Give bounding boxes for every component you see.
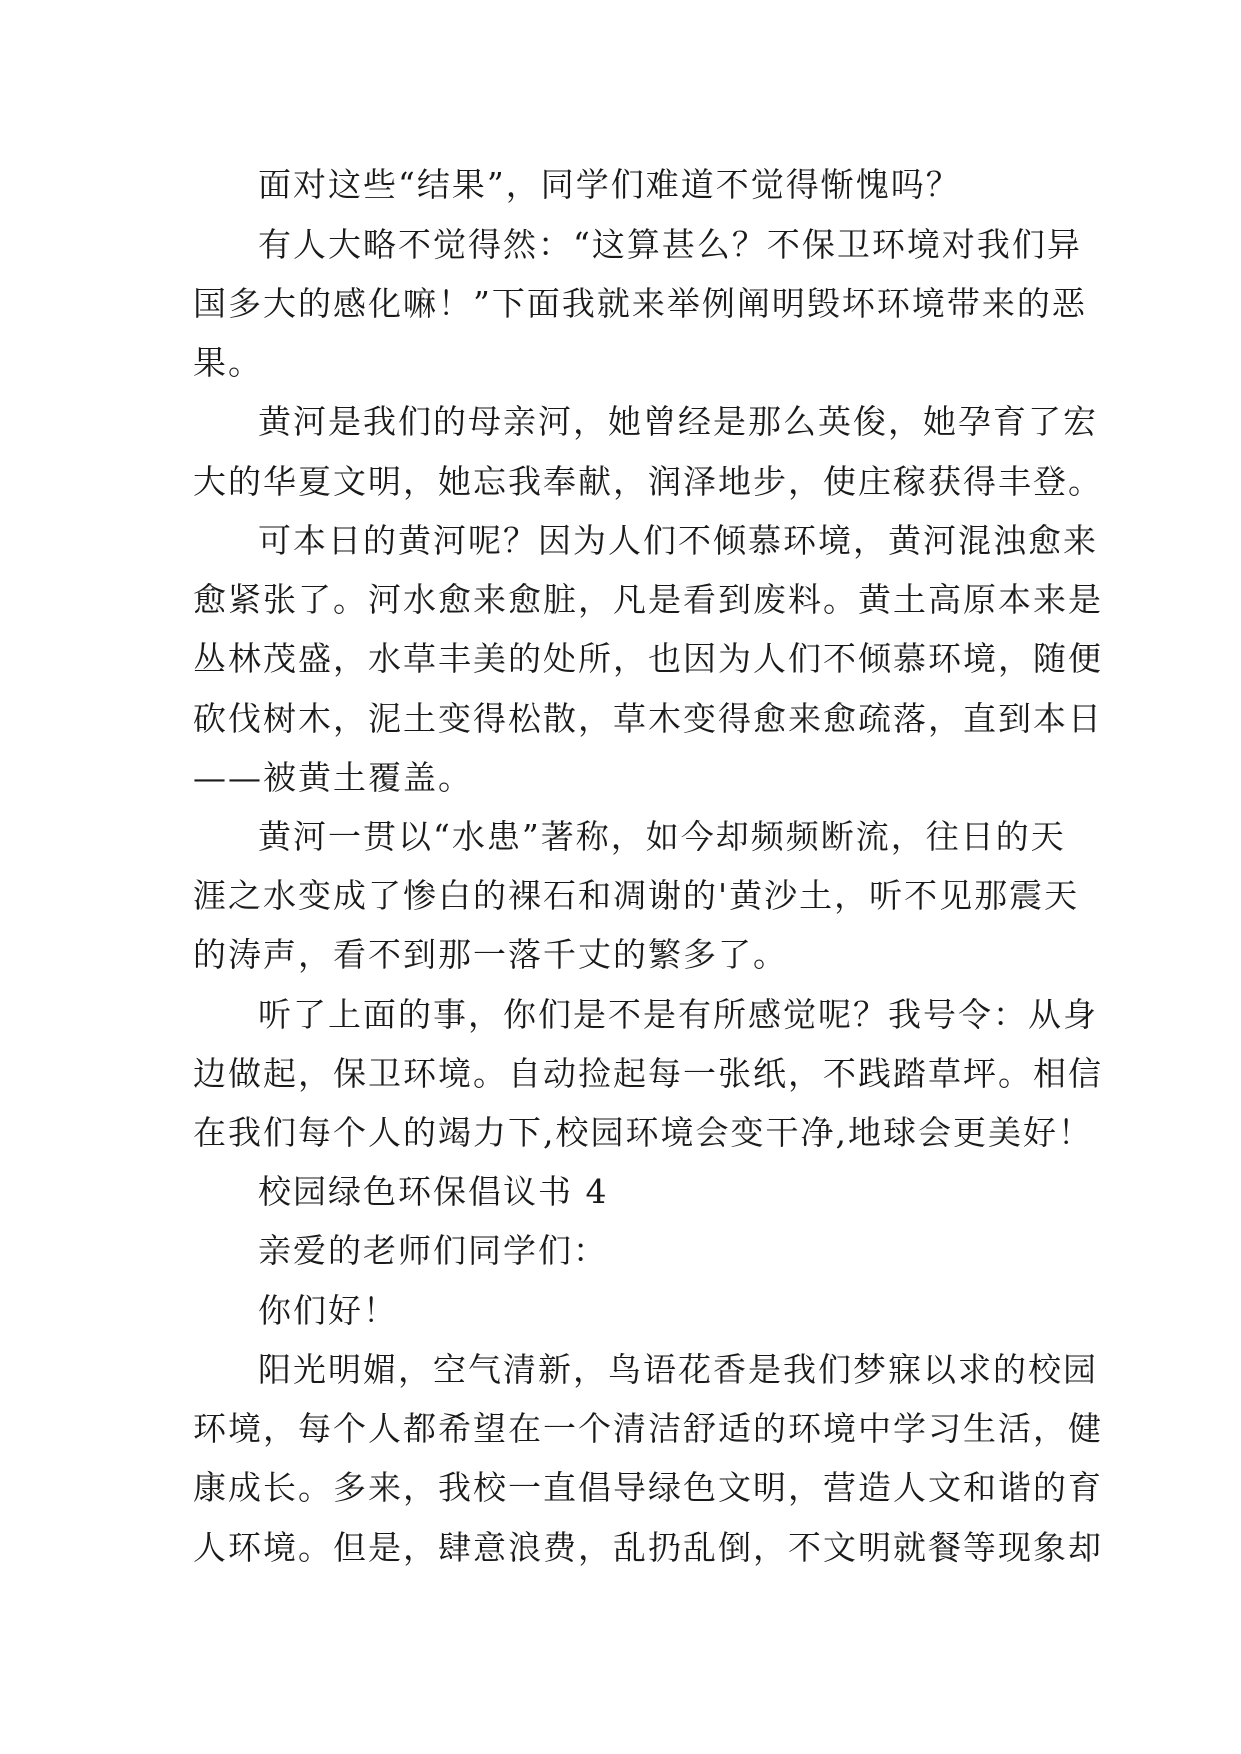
text-line: 可本日的黄河呢？因为人们不倾慕环境，黄河混浊愈来 — [258, 521, 1098, 560]
salutation: 亲爱的老师们同学们： — [258, 1231, 608, 1270]
text-line: 环境，每个人都希望在一个清洁舒适的环境中学习生活，健 — [193, 1409, 1103, 1448]
text-line: 丛林茂盛，水草丰美的处所，也因为人们不倾慕环境，随便 — [193, 639, 1103, 678]
text-line: 的涛声，看不到那一落千丈的繁多了。 — [193, 935, 788, 974]
text-line: 听了上面的事，你们是不是有所感觉呢？我号令：从身 — [258, 995, 1098, 1034]
text-line: 人环境。但是，肆意浪费，乱扔乱倒，不文明就餐等现象却 — [193, 1528, 1103, 1567]
text-line: 黄河是我们的母亲河，她曾经是那么英俊，她孕育了宏 — [258, 402, 1098, 441]
text-line: 果。 — [193, 343, 263, 382]
text-line: 有人大略不觉得然：“这算甚么？不保卫环境对我们异 — [258, 225, 1082, 264]
text-line: 面对这些“结果”，同学们难道不觉得惭愧吗？ — [258, 165, 961, 204]
text-line: 涯之水变成了惨白的裸石和凋谢的'黄沙土，听不见那震天 — [193, 876, 1080, 915]
text-line: 大的华夏文明，她忘我奉献，润泽地步，使庄稼获得丰登。 — [193, 462, 1103, 501]
text-line: 在我们每个人的竭力下,校园环境会变干净,地球会更美好！ — [193, 1113, 1093, 1152]
greeting: 你们好！ — [258, 1291, 398, 1330]
text-line: 愈紧张了。河水愈来愈脏，凡是看到废料。黄土高原本来是 — [193, 580, 1103, 619]
text-line: 国多大的感化嘛！”下面我就来举例阐明毁坏环境带来的恶 — [193, 284, 1087, 323]
text-line: 黄河一贯以“水患”著称，如今却频频断流，往日的天 — [258, 817, 1066, 856]
text-line: 康成长。多来，我校一直倡导绿色文明，营造人文和谐的育 — [193, 1468, 1103, 1507]
text-line: 边做起，保卫环境。自动捡起每一张纸，不践踏草坪。相信 — [193, 1054, 1103, 1093]
section-heading: 校园绿色环保倡议书 4 — [258, 1172, 609, 1211]
text-line: 阳光明媚，空气清新，鸟语花香是我们梦寐以求的校园 — [258, 1350, 1098, 1389]
text-line: ——被黄土覆盖。 — [193, 758, 473, 797]
text-line: 砍伐树木，泥土变得松散，草木变得愈来愈疏落，直到本日 — [193, 699, 1103, 738]
